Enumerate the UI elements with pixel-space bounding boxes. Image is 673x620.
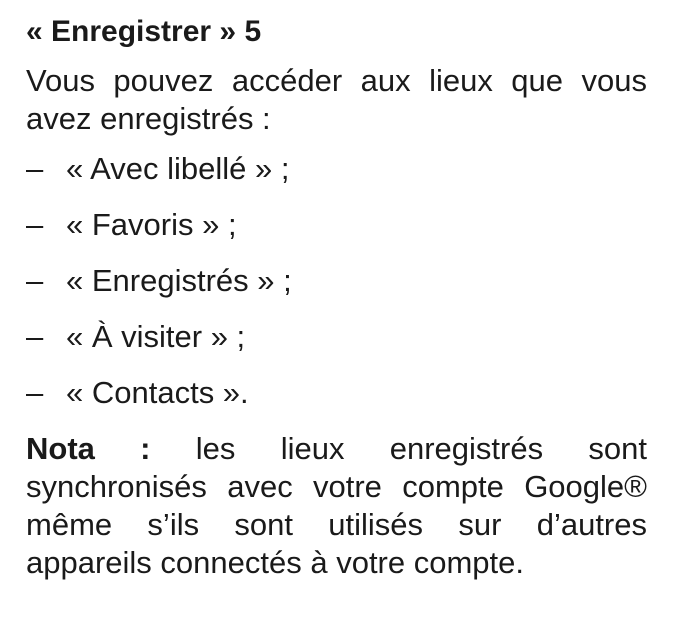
saved-places-list: [26, 150, 647, 430]
note-label: Nota :: [26, 431, 151, 466]
list-bullet: –: [26, 263, 44, 298]
list-item-text: « Contacts ».: [66, 375, 249, 410]
list-bullet: –: [26, 319, 44, 354]
intro-paragraph: Vous pouvez accéder aux lieux que vous avez enregistrés :: [26, 63, 647, 136]
list-bullet: –: [26, 207, 44, 242]
list-item: [26, 318, 647, 374]
list-item: [26, 262, 647, 318]
list-item-text: « À visiter » ;: [66, 319, 246, 354]
note-paragraph: [26, 430, 647, 582]
section-heading: « Enregistrer » 5: [26, 15, 262, 48]
list-item: [26, 374, 647, 430]
list-item: [26, 150, 647, 206]
list-item-text: « Favoris » ;: [66, 207, 237, 242]
note-text: les lieux enregistrés sont synchronisés avec votre compte Google® même s’ils sont utilisés sur d’autres appareils connectés à votre compte.: [26, 431, 647, 580]
list-bullet: –: [26, 375, 44, 410]
list-item-text: « Enregistrés » ;: [66, 263, 292, 298]
list-item-text: « Avec libellé » ;: [66, 151, 290, 186]
list-item: [26, 206, 647, 262]
list-bullet: –: [26, 151, 44, 186]
